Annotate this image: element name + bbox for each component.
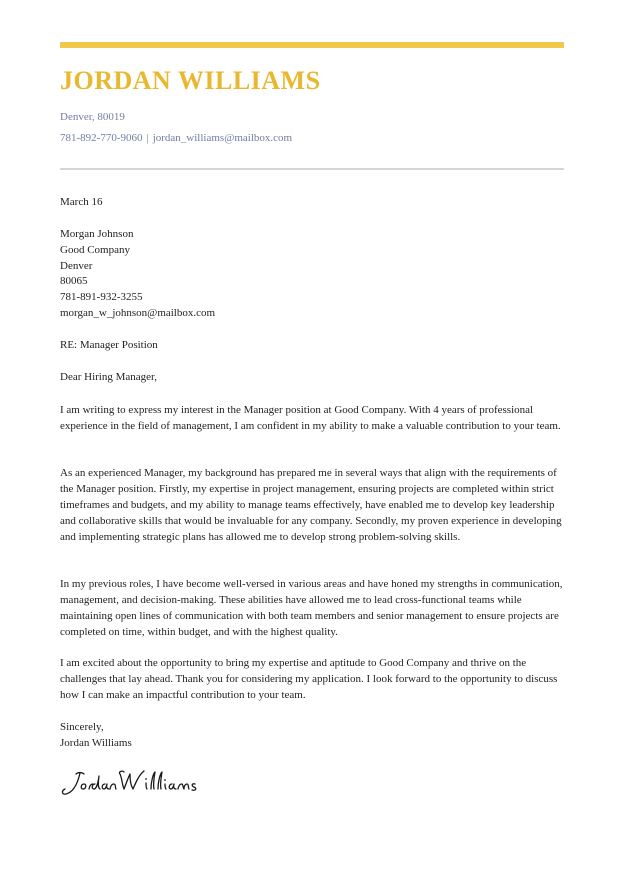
- recipient-zip: 80065: [60, 275, 88, 288]
- handwritten-signature: [58, 760, 258, 810]
- letter-salutation: Dear Hiring Manager,: [60, 371, 157, 383]
- header-accent-bar: [60, 42, 564, 48]
- letter-paragraph-3: In my previous roles, I have become well-versed in various areas and have honed my strengths in communication, management, and decision-making. These abilities have allowed me to lead cross-functional teams while maintaining open lines of communication with both team members and senior management to ensure projects are completed on time, within budget, and with the highest quality.: [60, 578, 563, 638]
- applicant-phone: 781-892-770-9060: [60, 132, 143, 144]
- recipient-city: Denver: [60, 259, 93, 272]
- recipient-name: Morgan Johnson: [60, 228, 134, 240]
- recipient-company: Good Company: [60, 243, 130, 256]
- applicant-name: JORDAN WILLIAMS: [60, 66, 321, 95]
- signer-name: Jordan Williams: [60, 737, 132, 749]
- header-divider: [60, 168, 564, 170]
- recipient-email: morgan_w_johnson@mailbox.com: [60, 306, 216, 319]
- contact-separator: |: [146, 132, 149, 144]
- closing-phrase: Sincerely,: [60, 721, 104, 733]
- applicant-email: jordan_williams@mailbox.com: [152, 132, 293, 144]
- recipient-block: [60, 226, 564, 321]
- letter-paragraph-1: I am writing to express my interest in the Manager position at Good Company. With 4 years of professional experience in the field of management, I am confident in my ability to make a valuable contribution to your team.: [60, 404, 561, 432]
- letter-subject: RE: Manager Position: [60, 339, 158, 351]
- applicant-address: Denver, 80019: [60, 111, 125, 123]
- closing-block: [60, 719, 564, 751]
- recipient-phone: 781-891-932-3255: [60, 291, 143, 304]
- letter-date: March 16: [60, 196, 103, 208]
- letter-paragraph-4: I am excited about the opportunity to bring my expertise and aptitude to Good Company and thrive on the challenges that lay ahead. Thank you for considering my application. I look forward to the opportunity to discuss how I can make an impactful contribution to your team.: [60, 657, 558, 701]
- letter-paragraph-2: As an experienced Manager, my background has prepared me in several ways that align with the requirements of the Manager position. Firstly, my expertise in project management, ensuring projects are completed within strict timeframes and budgets, and my ability to manage teams effectively, have enabled me to develop key leadership and collaborative skills that would be invaluable for any company. Secondly, my proven experience in developing and implementing strategic plans has allowed me to develop strong problem-solving skills.: [60, 467, 562, 543]
- applicant-contact-line: [60, 131, 292, 145]
